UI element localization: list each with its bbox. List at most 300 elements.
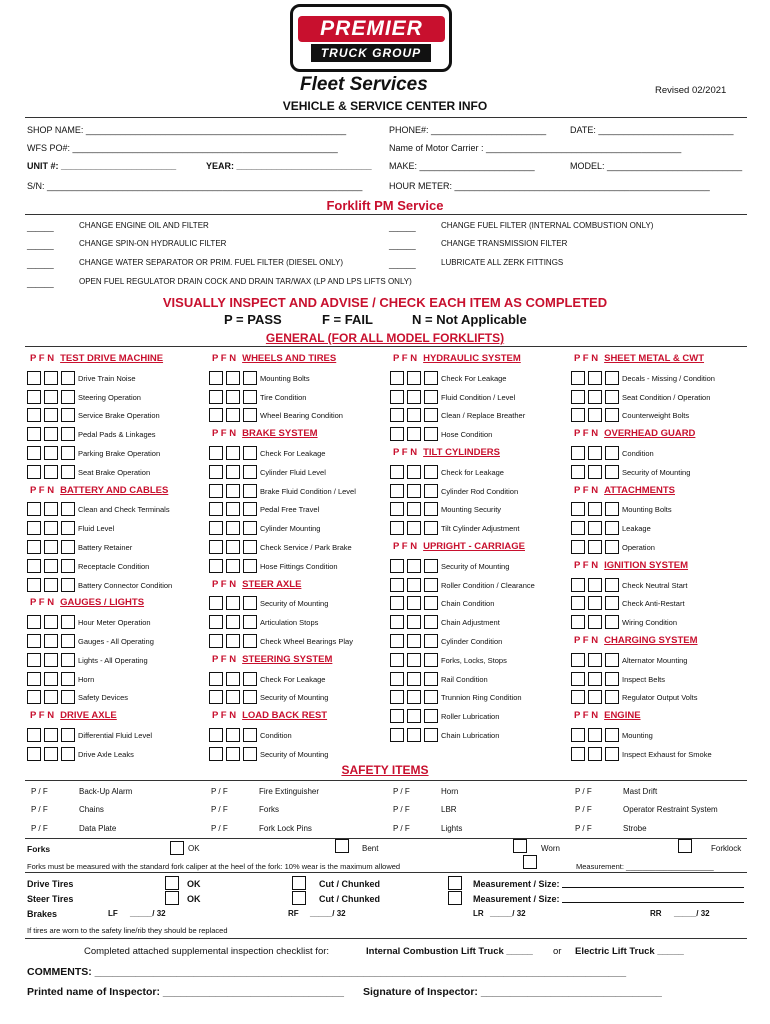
na-checkbox[interactable] <box>243 615 257 629</box>
na-checkbox[interactable] <box>605 465 619 479</box>
divider <box>25 872 747 873</box>
na-checkbox[interactable] <box>61 502 75 516</box>
pass-checkbox[interactable] <box>390 596 404 610</box>
pm-blank-left[interactable]: ______ <box>27 241 54 250</box>
date-field[interactable]: DATE: ___________________________ <box>570 125 734 135</box>
inspector-signature-field[interactable]: Signature of Inspector: _______________________________ <box>363 986 662 998</box>
na-checkbox[interactable] <box>424 390 438 404</box>
fail-checkbox[interactable] <box>44 615 58 629</box>
forks-bent-checkbox[interactable] <box>335 839 349 853</box>
pfn-letters: P F N <box>30 710 55 721</box>
model-field[interactable]: MODEL: ___________________________ <box>570 161 743 171</box>
na-checkbox[interactable] <box>61 578 75 592</box>
item-check-neutral-start: Check Neutral Start <box>622 581 688 590</box>
na-checkbox[interactable] <box>61 427 75 441</box>
fail-checkbox[interactable] <box>407 521 421 535</box>
pass-checkbox[interactable] <box>571 390 585 404</box>
drive-tires-meas-checkbox[interactable] <box>448 876 462 890</box>
na-checkbox[interactable] <box>605 521 619 535</box>
hour-meter-field[interactable]: HOUR METER: ___________________________________________________ <box>389 181 710 191</box>
safety-pass-fail[interactable]: P / F <box>211 805 228 814</box>
na-checkbox[interactable] <box>243 371 257 385</box>
pass-checkbox[interactable] <box>571 653 585 667</box>
pass-checkbox[interactable] <box>390 728 404 742</box>
unit-field[interactable]: UNIT #: _______________________ <box>27 161 177 171</box>
safety-pass-fail[interactable]: P / F <box>211 787 228 796</box>
fail-checkbox[interactable] <box>226 559 240 573</box>
fail-checkbox[interactable] <box>226 484 240 498</box>
na-checkbox[interactable] <box>605 615 619 629</box>
steer-tires-cut-checkbox[interactable] <box>292 891 306 905</box>
na-checkbox[interactable] <box>243 465 257 479</box>
pass-checkbox[interactable] <box>390 408 404 422</box>
na-checkbox[interactable] <box>424 690 438 704</box>
fail-checkbox[interactable] <box>226 521 240 535</box>
na-checkbox[interactable] <box>605 408 619 422</box>
fail-checkbox[interactable] <box>407 484 421 498</box>
wfs-po-field[interactable]: WFS PO#: _____________________________________________________ <box>27 143 338 153</box>
year-field[interactable]: YEAR: ___________________________ <box>206 161 372 171</box>
fail-checkbox[interactable] <box>44 390 58 404</box>
brake-lf-field[interactable]: _____/ 32 <box>130 909 166 918</box>
fail-checkbox[interactable] <box>407 408 421 422</box>
pass-checkbox[interactable] <box>27 728 41 742</box>
pass-checkbox[interactable] <box>209 747 223 761</box>
pass-checkbox[interactable] <box>27 672 41 686</box>
safety-pass-fail[interactable]: P / F <box>393 787 410 796</box>
na-checkbox[interactable] <box>243 521 257 535</box>
safety-pass-fail[interactable]: P / F <box>575 824 592 833</box>
fail-checkbox[interactable] <box>588 615 602 629</box>
fail-checkbox[interactable] <box>588 390 602 404</box>
fail-checkbox[interactable] <box>44 408 58 422</box>
fail-checkbox[interactable] <box>588 408 602 422</box>
pass-checkbox[interactable] <box>390 559 404 573</box>
premier-logo <box>290 4 452 72</box>
pass-checkbox[interactable] <box>571 521 585 535</box>
na-checkbox[interactable] <box>605 390 619 404</box>
pass-checkbox[interactable] <box>390 484 404 498</box>
na-checkbox[interactable] <box>61 408 75 422</box>
na-checkbox[interactable] <box>424 728 438 742</box>
fail-checkbox[interactable] <box>44 747 58 761</box>
fail-checkbox[interactable] <box>588 465 602 479</box>
na-checkbox[interactable] <box>424 596 438 610</box>
pass-checkbox[interactable] <box>27 653 41 667</box>
pass-checkbox[interactable] <box>571 408 585 422</box>
fail-checkbox[interactable] <box>44 672 58 686</box>
section-header-drive-axle <box>30 710 117 721</box>
pfn-checkbox-group <box>571 578 619 592</box>
pass-checkbox[interactable] <box>390 690 404 704</box>
safety-pass-fail[interactable]: P / F <box>31 805 48 814</box>
pass-checkbox[interactable] <box>390 709 404 723</box>
fail-checkbox[interactable] <box>588 690 602 704</box>
na-checkbox[interactable] <box>424 559 438 573</box>
fail-checkbox[interactable] <box>407 578 421 592</box>
pm-item-change-engine-oil-and-filter: CHANGE ENGINE OIL AND FILTER <box>79 221 209 230</box>
pm-item-open-fuel-regulator-drain-cock-and-drain-tar-wax-lp-and-lps-lifts-only: OPEN FUEL REGULATOR DRAIN COCK AND DRAIN TAR/WAX (LP AND LPS LIFTS ONLY) <box>79 277 412 286</box>
item-gauges-all-operating: Gauges - All Operating <box>78 637 154 646</box>
na-checkbox[interactable] <box>424 427 438 441</box>
pass-checkbox[interactable] <box>209 615 223 629</box>
drive-tires-ok-checkbox[interactable] <box>165 876 179 890</box>
fail-checkbox[interactable] <box>588 502 602 516</box>
pass-checkbox[interactable] <box>209 634 223 648</box>
item-operation: Operation <box>622 543 655 552</box>
pm-blank-right[interactable]: ______ <box>389 223 416 232</box>
na-checkbox[interactable] <box>243 446 257 460</box>
pass-checkbox[interactable] <box>209 465 223 479</box>
pass-checkbox[interactable] <box>209 521 223 535</box>
section-header-charging-system <box>574 635 698 646</box>
na-checkbox[interactable] <box>605 578 619 592</box>
shop-name-field[interactable]: SHOP NAME: ____________________________________________________ <box>27 125 347 135</box>
na-checkbox[interactable] <box>424 502 438 516</box>
pass-checkbox[interactable] <box>209 408 223 422</box>
pfn-checkbox-group <box>209 484 257 498</box>
pass-checkbox[interactable] <box>27 559 41 573</box>
brake-rf-field[interactable]: _____/ 32 <box>310 909 346 918</box>
na-checkbox[interactable] <box>243 690 257 704</box>
pass-checkbox[interactable] <box>390 653 404 667</box>
pass-checkbox[interactable] <box>27 390 41 404</box>
pass-checkbox[interactable] <box>27 371 41 385</box>
fail-checkbox[interactable] <box>44 502 58 516</box>
pm-blank-right[interactable]: ______ <box>389 260 416 269</box>
fail-checkbox[interactable] <box>407 672 421 686</box>
item-inspect-exhaust-for-smoke: Inspect Exhaust for Smoke <box>622 750 712 759</box>
na-checkbox[interactable] <box>61 634 75 648</box>
pfn-checkbox-group <box>390 709 438 723</box>
pfn-checkbox-group <box>390 578 438 592</box>
fail-checkbox[interactable] <box>226 390 240 404</box>
na-checkbox[interactable] <box>61 371 75 385</box>
item-mounting-bolts: Mounting Bolts <box>260 374 310 383</box>
na-checkbox[interactable] <box>61 465 75 479</box>
steer-tires-meas-line[interactable] <box>562 902 744 903</box>
fail-checkbox[interactable] <box>588 672 602 686</box>
forks-ok-checkbox[interactable] <box>170 841 184 855</box>
divider <box>25 117 747 118</box>
brake-rr-field[interactable]: _____/ 32 <box>674 909 710 918</box>
pass-checkbox[interactable] <box>209 446 223 460</box>
na-checkbox[interactable] <box>605 728 619 742</box>
na-checkbox[interactable] <box>61 747 75 761</box>
na-checkbox[interactable] <box>61 672 75 686</box>
pass-checkbox[interactable] <box>209 559 223 573</box>
pass-checkbox[interactable] <box>27 465 41 479</box>
pass-checkbox[interactable] <box>209 728 223 742</box>
na-checkbox[interactable] <box>605 446 619 460</box>
steer-tires-meas-checkbox[interactable] <box>448 891 462 905</box>
fail-checkbox[interactable] <box>226 728 240 742</box>
item-seat-condition-operation: Seat Condition / Operation <box>622 393 711 402</box>
forks-worn-checkbox[interactable] <box>513 839 527 853</box>
pm-blank-right[interactable]: ______ <box>389 241 416 250</box>
pass-checkbox[interactable] <box>209 690 223 704</box>
pass-checkbox[interactable] <box>571 596 585 610</box>
na-checkbox[interactable] <box>243 540 257 554</box>
fail-checkbox[interactable] <box>588 521 602 535</box>
na-checkbox[interactable] <box>243 484 257 498</box>
fail-checkbox[interactable] <box>226 596 240 610</box>
fail-checkbox[interactable] <box>226 634 240 648</box>
fail-checkbox[interactable] <box>226 615 240 629</box>
motor-carrier-field[interactable]: Name of Motor Carrier : _______________________________________ <box>389 143 682 153</box>
pfn-checkbox-group <box>27 371 75 385</box>
fail-checkbox[interactable] <box>44 653 58 667</box>
pass-checkbox[interactable] <box>571 540 585 554</box>
item-check-wheel-bearings-play: Check Wheel Bearings Play <box>260 637 353 646</box>
pm-blank-left[interactable]: ______ <box>27 223 54 232</box>
pass-checkbox[interactable] <box>571 578 585 592</box>
pass-checkbox[interactable] <box>390 371 404 385</box>
na-checkbox[interactable] <box>605 672 619 686</box>
safety-pass-fail[interactable]: P / F <box>31 824 48 833</box>
pass-checkbox[interactable] <box>390 615 404 629</box>
pass-checkbox[interactable] <box>27 634 41 648</box>
fail-checkbox[interactable] <box>588 540 602 554</box>
section-header-engine <box>574 710 641 721</box>
make-field[interactable]: MAKE: _______________________ <box>389 161 535 171</box>
pass-checkbox[interactable] <box>390 521 404 535</box>
na-checkbox[interactable] <box>61 446 75 460</box>
pass-checkbox[interactable] <box>571 672 585 686</box>
safety-pass-fail[interactable]: P / F <box>393 824 410 833</box>
na-checkbox[interactable] <box>424 371 438 385</box>
na-checkbox[interactable] <box>605 371 619 385</box>
pass-checkbox[interactable] <box>27 427 41 441</box>
pfn-checkbox-group <box>209 371 257 385</box>
pass-checkbox[interactable] <box>27 446 41 460</box>
pass-checkbox[interactable] <box>390 390 404 404</box>
pass-checkbox[interactable] <box>27 690 41 704</box>
fail-checkbox[interactable] <box>226 747 240 761</box>
fail-checkbox[interactable] <box>407 728 421 742</box>
na-checkbox[interactable] <box>61 615 75 629</box>
fail-checkbox[interactable] <box>44 540 58 554</box>
brake-lr-field[interactable]: _____/ 32 <box>490 909 526 918</box>
pass-checkbox[interactable] <box>571 371 585 385</box>
na-checkbox[interactable] <box>605 747 619 761</box>
fail-checkbox[interactable] <box>226 672 240 686</box>
fail-checkbox[interactable] <box>44 690 58 704</box>
pass-checkbox[interactable] <box>209 390 223 404</box>
safety-pass-fail[interactable]: P / F <box>31 787 48 796</box>
na-checkbox[interactable] <box>424 465 438 479</box>
forks-measurement-field[interactable]: Measurement: _____________________ <box>576 862 714 871</box>
na-checkbox[interactable] <box>605 540 619 554</box>
fail-checkbox[interactable] <box>588 728 602 742</box>
fail-checkbox[interactable] <box>44 634 58 648</box>
fail-checkbox[interactable] <box>44 521 58 535</box>
na-checkbox[interactable] <box>424 672 438 686</box>
fail-checkbox[interactable] <box>407 502 421 516</box>
na-checkbox[interactable] <box>424 634 438 648</box>
pass-checkbox[interactable] <box>390 502 404 516</box>
na-checkbox[interactable] <box>243 408 257 422</box>
fail-checkbox[interactable] <box>44 371 58 385</box>
safety-pass-fail[interactable]: P / F <box>575 787 592 796</box>
fail-checkbox[interactable] <box>44 559 58 573</box>
drive-tires-meas-line[interactable] <box>562 887 744 888</box>
na-checkbox[interactable] <box>61 521 75 535</box>
na-checkbox[interactable] <box>243 596 257 610</box>
na-checkbox[interactable] <box>424 709 438 723</box>
fail-checkbox[interactable] <box>407 653 421 667</box>
na-checkbox[interactable] <box>424 578 438 592</box>
pfn-letters: P F N <box>574 710 599 721</box>
na-checkbox[interactable] <box>61 540 75 554</box>
na-checkbox[interactable] <box>61 559 75 573</box>
steer-tires-ok-checkbox[interactable] <box>165 891 179 905</box>
section-header-test-drive-machine <box>30 353 163 364</box>
fail-checkbox[interactable] <box>588 578 602 592</box>
fail-checkbox[interactable] <box>226 690 240 704</box>
fail-checkbox[interactable] <box>44 427 58 441</box>
na-checkbox[interactable] <box>243 390 257 404</box>
pass-checkbox[interactable] <box>27 578 41 592</box>
fail-checkbox[interactable] <box>588 371 602 385</box>
fail-checkbox[interactable] <box>226 540 240 554</box>
pass-checkbox[interactable] <box>209 484 223 498</box>
pass-checkbox[interactable] <box>571 728 585 742</box>
fail-checkbox[interactable] <box>407 634 421 648</box>
pass-checkbox[interactable] <box>571 747 585 761</box>
comments-field[interactable]: COMMENTS: ___________________________________________________________________________________________ <box>27 966 627 978</box>
section-header-wheels-and-tires <box>212 353 336 364</box>
na-checkbox[interactable] <box>605 690 619 704</box>
safety-pass-fail[interactable]: P / F <box>393 805 410 814</box>
na-checkbox[interactable] <box>424 653 438 667</box>
fail-checkbox[interactable] <box>407 465 421 479</box>
pass-checkbox[interactable] <box>27 408 41 422</box>
pass-checkbox[interactable] <box>209 371 223 385</box>
fail-checkbox[interactable] <box>588 446 602 460</box>
fail-checkbox[interactable] <box>44 465 58 479</box>
pfn-letters: P F N <box>574 485 599 496</box>
fail-checkbox[interactable] <box>226 465 240 479</box>
pass-checkbox[interactable] <box>571 465 585 479</box>
item-check-for-leakage: Check For Leakage <box>260 675 326 684</box>
pass-checkbox[interactable] <box>27 502 41 516</box>
pfn-checkbox-group <box>209 596 257 610</box>
na-checkbox[interactable] <box>61 690 75 704</box>
na-checkbox[interactable] <box>424 484 438 498</box>
pass-checkbox[interactable] <box>571 446 585 460</box>
fail-checkbox[interactable] <box>226 502 240 516</box>
pfn-checkbox-group <box>571 596 619 610</box>
na-checkbox[interactable] <box>243 502 257 516</box>
fail-checkbox[interactable] <box>226 371 240 385</box>
item-chain-adjustment: Chain Adjustment <box>441 618 500 627</box>
item-check-for-leakage: Check for Leakage <box>441 468 504 477</box>
na-checkbox[interactable] <box>243 559 257 573</box>
fail-checkbox[interactable] <box>407 690 421 704</box>
fail-checkbox[interactable] <box>407 427 421 441</box>
fail-checkbox[interactable] <box>588 747 602 761</box>
divider <box>25 346 747 347</box>
fail-checkbox[interactable] <box>407 371 421 385</box>
pfn-letters: P F N <box>393 541 418 552</box>
fail-checkbox[interactable] <box>407 615 421 629</box>
fail-checkbox[interactable] <box>44 446 58 460</box>
fail-checkbox[interactable] <box>588 653 602 667</box>
pass-checkbox[interactable] <box>27 615 41 629</box>
pfn-checkbox-group <box>390 634 438 648</box>
pass-checkbox[interactable] <box>571 690 585 704</box>
fail-checkbox[interactable] <box>407 390 421 404</box>
pass-checkbox[interactable] <box>390 634 404 648</box>
pass-checkbox[interactable] <box>390 578 404 592</box>
pass-checkbox[interactable] <box>571 502 585 516</box>
na-checkbox[interactable] <box>424 615 438 629</box>
pass-checkbox[interactable] <box>27 747 41 761</box>
na-checkbox[interactable] <box>243 747 257 761</box>
pass-checkbox[interactable] <box>209 672 223 686</box>
pass-checkbox[interactable] <box>209 540 223 554</box>
forks-measure-checkbox[interactable] <box>523 855 537 869</box>
sn-field[interactable]: S/N: _______________________________________________________________ <box>27 181 363 191</box>
pass-checkbox[interactable] <box>390 427 404 441</box>
na-checkbox[interactable] <box>61 653 75 667</box>
phone-field[interactable]: PHONE#: _______________________ <box>389 125 547 135</box>
pm-blank-left[interactable]: ______ <box>27 279 54 288</box>
item-check-for-leakage: Check For Leakage <box>441 374 507 383</box>
fail-checkbox[interactable] <box>407 596 421 610</box>
fail-checkbox[interactable] <box>588 596 602 610</box>
item-battery-retainer: Battery Retainer <box>78 543 133 552</box>
na-checkbox[interactable] <box>61 728 75 742</box>
safety-pass-fail[interactable]: P / F <box>575 805 592 814</box>
fail-checkbox[interactable] <box>407 559 421 573</box>
fail-checkbox[interactable] <box>44 578 58 592</box>
na-checkbox[interactable] <box>424 408 438 422</box>
safety-pass-fail[interactable]: P / F <box>211 824 228 833</box>
inspector-name-field[interactable]: Printed name of Inspector: _______________________________ <box>27 986 344 998</box>
forks-forklock-checkbox[interactable] <box>678 839 692 853</box>
na-checkbox[interactable] <box>605 653 619 667</box>
pass-checkbox[interactable] <box>390 465 404 479</box>
fail-checkbox[interactable] <box>44 728 58 742</box>
internal-combustion-field[interactable]: Internal Combustion Lift Truck _____ <box>366 946 533 957</box>
general-title: GENERAL (FOR ALL MODEL FORKLIFTS) <box>265 331 505 345</box>
electric-lift-field[interactable]: Electric Lift Truck _____ <box>575 946 684 957</box>
pfn-checkbox-group <box>571 521 619 535</box>
pass-checkbox[interactable] <box>390 672 404 686</box>
pass-checkbox[interactable] <box>27 521 41 535</box>
pfn-checkbox-group <box>571 747 619 761</box>
na-checkbox[interactable] <box>243 728 257 742</box>
fail-checkbox[interactable] <box>226 408 240 422</box>
pass-checkbox[interactable] <box>209 502 223 516</box>
na-checkbox[interactable] <box>243 672 257 686</box>
na-checkbox[interactable] <box>605 502 619 516</box>
na-checkbox[interactable] <box>424 521 438 535</box>
pass-checkbox[interactable] <box>209 596 223 610</box>
pm-blank-left[interactable]: ______ <box>27 260 54 269</box>
drive-tires-cut-checkbox[interactable] <box>292 876 306 890</box>
pass-checkbox[interactable] <box>27 540 41 554</box>
fail-checkbox[interactable] <box>407 709 421 723</box>
fail-checkbox[interactable] <box>226 446 240 460</box>
pass-checkbox[interactable] <box>571 615 585 629</box>
na-checkbox[interactable] <box>605 596 619 610</box>
na-checkbox[interactable] <box>243 634 257 648</box>
item-condition: Condition <box>260 731 292 740</box>
na-checkbox[interactable] <box>61 390 75 404</box>
